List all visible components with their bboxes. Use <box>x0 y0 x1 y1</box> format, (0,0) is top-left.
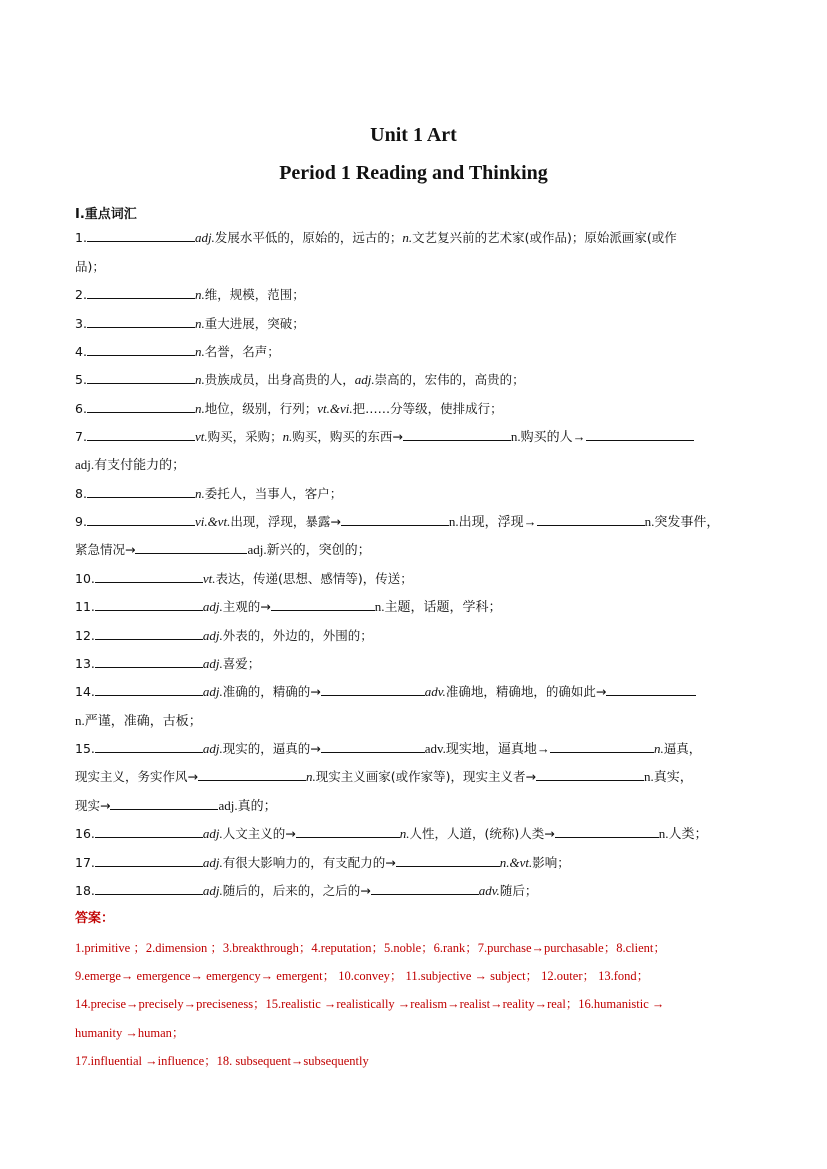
answer-blank[interactable] <box>95 627 203 640</box>
answers-line-3: 14.precise→precisely→preciseness；15.realistic →realistically →realism→realist→reality→real；16.humanistic → <box>75 997 665 1011</box>
vocab-item-3: 3. n.重大进展，突破； <box>75 316 305 331</box>
answer-blank[interactable] <box>87 400 195 413</box>
vocab-item-1: 1. adj.发展水平低的，原始的，远古的；n.文艺复兴前的艺术家(或作品)；原始派画家(或作 <box>75 230 677 245</box>
answers-line-4: humanity →human； <box>75 1026 185 1040</box>
vocab-item-5: 5. n.贵族成员，出身高贵的人，adj.崇高的，宏伟的，高贵的； <box>75 372 525 387</box>
vocab-item-12: 12. adj.外表的，外边的，外围的； <box>75 628 373 643</box>
answer-blank[interactable] <box>95 683 203 696</box>
answer-blank[interactable] <box>87 428 195 441</box>
answer-blank[interactable] <box>396 854 500 867</box>
answer-blank[interactable] <box>606 683 696 696</box>
answer-blank[interactable] <box>87 371 195 384</box>
answer-blank[interactable] <box>537 513 645 526</box>
answers-line-5: 17.influential →influence；18. subsequent→subsequently <box>75 1054 369 1068</box>
vocab-item-2: 2. n.维，规模，范围； <box>75 287 305 302</box>
answer-blank[interactable] <box>87 286 195 299</box>
answer-blank[interactable] <box>95 825 203 838</box>
answer-blank[interactable] <box>341 513 449 526</box>
answer-blank[interactable] <box>87 229 195 242</box>
answer-blank[interactable] <box>536 768 644 781</box>
vocab-item-4: 4. n.名誉，名声； <box>75 344 280 359</box>
answer-blank[interactable] <box>296 825 400 838</box>
answer-blank[interactable] <box>555 825 659 838</box>
answer-blank[interactable] <box>95 882 203 895</box>
answer-blank[interactable] <box>95 740 203 753</box>
answer-blank[interactable] <box>321 683 425 696</box>
vocab-item-18: 18. adj.随后的，后来的，之后的→ adv.随后； <box>75 883 538 898</box>
vocab-item-7: 7. vt.购买，采购；n.购买，购买的东西→ n.购买的人→ <box>75 428 755 446</box>
vocab-item-1-cont: 品)； <box>75 259 105 274</box>
answer-blank[interactable] <box>321 740 425 753</box>
vocab-item-15-cont2: 现实→ adj.真的； <box>75 798 277 813</box>
answer-blank[interactable] <box>110 797 218 810</box>
answer-blank[interactable] <box>87 315 195 328</box>
answer-blank[interactable] <box>95 598 203 611</box>
unit-title: Unit 1 Art <box>370 124 457 146</box>
answer-blank[interactable] <box>198 768 306 781</box>
answer-blank[interactable] <box>87 485 195 498</box>
answer-blank[interactable] <box>95 854 203 867</box>
vocab-item-16: 16. adj.人文主义的→ n.人性，人道，(统称)人类→ n.人类； <box>75 826 708 841</box>
answer-blank[interactable] <box>135 541 247 554</box>
answer-blank[interactable] <box>403 428 511 441</box>
vocab-item-7-cont: adj.有支付能力的； <box>75 457 186 472</box>
answers-heading: 答案： <box>75 911 115 926</box>
vocab-item-14-cont: n.严谨，准确，古板； <box>75 713 202 728</box>
section-heading: I.重点词汇 <box>75 207 137 222</box>
vocab-item-13: 13. adj.喜爱； <box>75 656 261 671</box>
vocab-item-9: 9. vi.&vt.出现，浮现，暴露→ n.出现，浮现→ n.突发事件， <box>75 514 720 529</box>
vocab-item-8: 8. n.委托人，当事人，客户； <box>75 486 343 501</box>
vocab-item-11: 11. adj.主观的→ n.主题，话题，学科； <box>75 599 502 614</box>
answer-blank[interactable] <box>95 655 203 668</box>
answer-blank[interactable] <box>87 513 195 526</box>
vocab-item-14: 14. adj.准确的，精确的→ adv.准确地，精确地，的确如此→ <box>75 683 755 701</box>
vocab-item-17: 17. adj.有很大影响力的，有支配力的→ n.&vt.影响； <box>75 855 570 870</box>
answer-blank[interactable] <box>371 882 479 895</box>
answer-blank[interactable] <box>586 428 694 441</box>
period-title: Period 1 Reading and Thinking <box>279 162 548 184</box>
vocab-item-9-cont: 紧急情况→ adj.新兴的，突创的； <box>75 542 371 557</box>
vocab-item-15-cont1: 现实主义，务实作风→ n.现实主义画家(或作家等)，现实主义者→ n.真实， <box>75 769 693 784</box>
answers-line-1: 1.primitive ；2.dimension ；3.breakthrough；4.reputation；5.noble；6.rank；7.purchase→purchasable；8.client； <box>75 941 666 955</box>
answer-blank[interactable] <box>271 598 375 611</box>
answers-line-2: 9.emerge→ emergence→ emergency→ emergent； 10.convey； 11.subjective → subject； 12.outer； 13.fond； <box>75 969 650 983</box>
vocab-item-10: 10. vt.表达，传递(思想、感情等)，传送； <box>75 571 413 586</box>
answer-blank[interactable] <box>87 343 195 356</box>
answer-blank[interactable] <box>550 740 654 753</box>
vocab-item-6: 6. n.地位，级别，行列；vt.&vi.把……分等级，使排成行； <box>75 401 503 416</box>
vocab-item-15: 15. adj.现实的，逼真的→ adv.现实地，逼真地→ n.逼真， <box>75 741 702 756</box>
answer-blank[interactable] <box>95 570 203 583</box>
